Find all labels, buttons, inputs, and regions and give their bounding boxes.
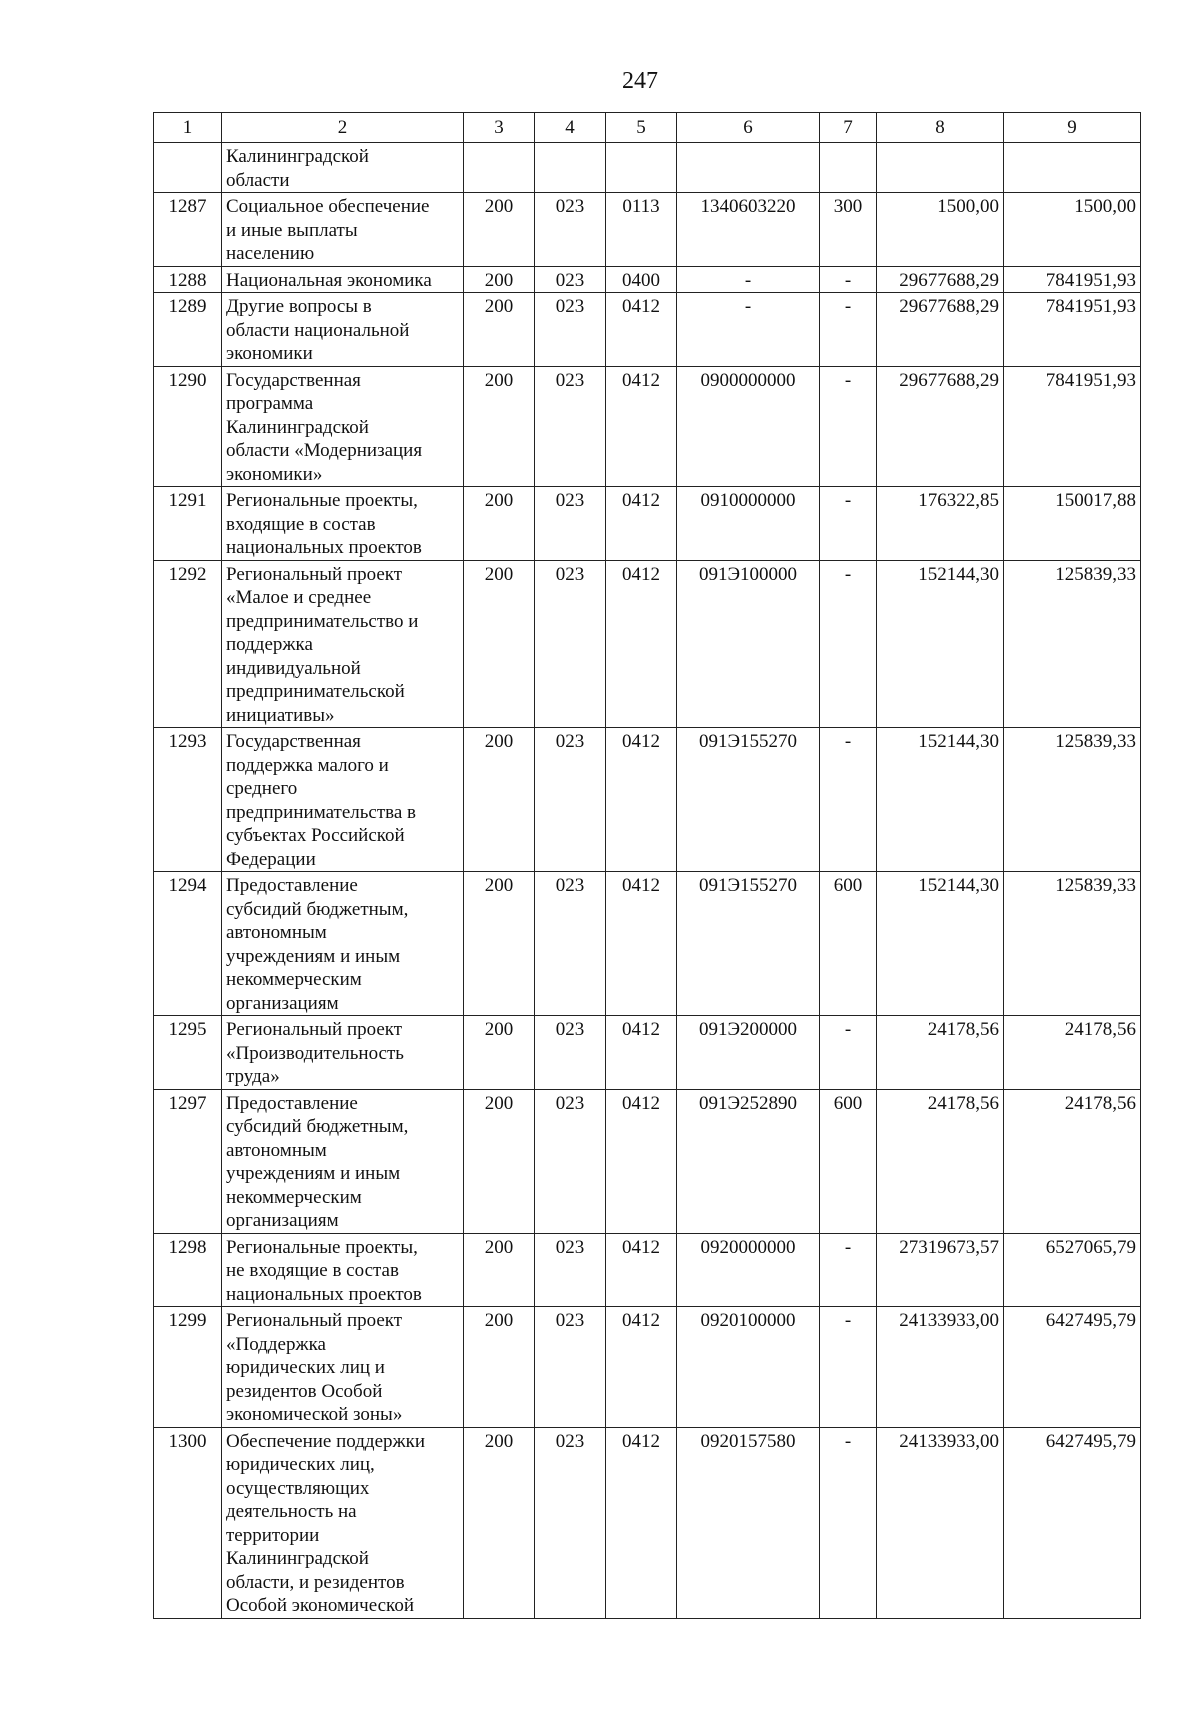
amount-col9-cell: 7841951,93 xyxy=(1004,293,1141,367)
section-code-cell: 0400 xyxy=(606,266,677,293)
col4-code-cell: 023 xyxy=(535,1427,606,1618)
table-row xyxy=(154,143,1141,193)
amount-col9-cell: 125839,33 xyxy=(1004,560,1141,728)
amount-col9-cell: 24178,56 xyxy=(1004,1089,1141,1233)
expense-type-cell: - xyxy=(820,266,877,293)
item-name-cell: Региональные проекты, входящие в состав национальных проектов xyxy=(222,487,464,561)
item-name-cell: Социальное обеспечение и иные выплаты населению xyxy=(222,193,464,267)
column-header: 4 xyxy=(535,113,606,143)
item-name-cell: Предоставление субсидий бюджетным, автономным учреждениям и иным некоммерческим организациям xyxy=(222,872,464,1016)
table-row xyxy=(154,1307,1141,1428)
col4-code-cell: 023 xyxy=(535,1089,606,1233)
amount-col8-cell xyxy=(877,143,1004,193)
section-code-cell xyxy=(606,143,677,193)
target-article-cell: 0920000000 xyxy=(677,1233,820,1307)
amount-col9-cell: 1500,00 xyxy=(1004,193,1141,267)
amount-col8-cell: 29677688,29 xyxy=(877,266,1004,293)
col3-code-cell: 200 xyxy=(464,193,535,267)
table-row xyxy=(154,193,1141,267)
table-row xyxy=(154,266,1141,293)
target-article-cell xyxy=(677,143,820,193)
col4-code-cell: 023 xyxy=(535,872,606,1016)
expense-type-cell: - xyxy=(820,487,877,561)
expense-type-cell: 600 xyxy=(820,872,877,1016)
col4-code-cell: 023 xyxy=(535,560,606,728)
table-row xyxy=(154,560,1141,728)
amount-col9-cell: 7841951,93 xyxy=(1004,266,1141,293)
col3-code-cell: 200 xyxy=(464,1016,535,1090)
table-body xyxy=(154,143,1141,1619)
row-number-cell: 1299 xyxy=(154,1307,222,1428)
section-code-cell: 0412 xyxy=(606,1016,677,1090)
target-article-cell: 091Э100000 xyxy=(677,560,820,728)
amount-col9-cell: 6527065,79 xyxy=(1004,1233,1141,1307)
item-name-cell: Региональный проект «Поддержка юридических лиц и резидентов Особой экономической зоны» xyxy=(222,1307,464,1428)
section-code-cell: 0412 xyxy=(606,872,677,1016)
table-row xyxy=(154,1427,1141,1618)
header-row xyxy=(154,113,1141,143)
amount-col8-cell: 24133933,00 xyxy=(877,1427,1004,1618)
expense-type-cell: - xyxy=(820,728,877,872)
item-name-cell: Государственная программа Калининградской области «Модернизация экономики» xyxy=(222,366,464,487)
amount-col8-cell: 24178,56 xyxy=(877,1089,1004,1233)
col3-code-cell: 200 xyxy=(464,1307,535,1428)
target-article-cell: 0900000000 xyxy=(677,366,820,487)
amount-col9-cell xyxy=(1004,143,1141,193)
item-name-cell: Региональный проект «Малое и среднее предпринимательство и поддержка индивидуальной предпринимательской инициативы» xyxy=(222,560,464,728)
row-number-cell: 1295 xyxy=(154,1016,222,1090)
target-article-cell: 0920100000 xyxy=(677,1307,820,1428)
table-row xyxy=(154,366,1141,487)
amount-col8-cell: 24133933,00 xyxy=(877,1307,1004,1428)
target-article-cell: 091Э155270 xyxy=(677,728,820,872)
col4-code-cell: 023 xyxy=(535,487,606,561)
amount-col9-cell: 7841951,93 xyxy=(1004,366,1141,487)
budget-table xyxy=(153,112,1141,1619)
col3-code-cell: 200 xyxy=(464,560,535,728)
row-number-cell xyxy=(154,143,222,193)
target-article-cell: 0910000000 xyxy=(677,487,820,561)
amount-col8-cell: 27319673,57 xyxy=(877,1233,1004,1307)
row-number-cell: 1290 xyxy=(154,366,222,487)
expense-type-cell: 300 xyxy=(820,193,877,267)
amount-col8-cell: 29677688,29 xyxy=(877,366,1004,487)
row-number-cell: 1289 xyxy=(154,293,222,367)
item-name-cell: Региональные проекты, не входящие в состав национальных проектов xyxy=(222,1233,464,1307)
item-name-cell: Калининградской области xyxy=(222,143,464,193)
table-row xyxy=(154,1233,1141,1307)
section-code-cell: 0412 xyxy=(606,560,677,728)
col3-code-cell: 200 xyxy=(464,266,535,293)
col4-code-cell xyxy=(535,143,606,193)
table-row xyxy=(154,487,1141,561)
amount-col8-cell: 29677688,29 xyxy=(877,293,1004,367)
target-article-cell: 1340603220 xyxy=(677,193,820,267)
col3-code-cell: 200 xyxy=(464,293,535,367)
column-header: 3 xyxy=(464,113,535,143)
amount-col8-cell: 24178,56 xyxy=(877,1016,1004,1090)
column-header: 8 xyxy=(877,113,1004,143)
col3-code-cell xyxy=(464,143,535,193)
col3-code-cell: 200 xyxy=(464,728,535,872)
col4-code-cell: 023 xyxy=(535,1307,606,1428)
col3-code-cell: 200 xyxy=(464,366,535,487)
col4-code-cell: 023 xyxy=(535,728,606,872)
row-number-cell: 1298 xyxy=(154,1233,222,1307)
col3-code-cell: 200 xyxy=(464,1089,535,1233)
expense-type-cell: - xyxy=(820,1016,877,1090)
amount-col9-cell: 150017,88 xyxy=(1004,487,1141,561)
table-row xyxy=(154,1016,1141,1090)
row-number-cell: 1291 xyxy=(154,487,222,561)
expense-type-cell: - xyxy=(820,560,877,728)
expense-type-cell: - xyxy=(820,1307,877,1428)
amount-col8-cell: 152144,30 xyxy=(877,872,1004,1016)
section-code-cell: 0412 xyxy=(606,487,677,561)
target-article-cell: - xyxy=(677,293,820,367)
row-number-cell: 1300 xyxy=(154,1427,222,1618)
col4-code-cell: 023 xyxy=(535,293,606,367)
amount-col9-cell: 24178,56 xyxy=(1004,1016,1141,1090)
col4-code-cell: 023 xyxy=(535,1016,606,1090)
item-name-cell: Другие вопросы в области национальной экономики xyxy=(222,293,464,367)
row-number-cell: 1288 xyxy=(154,266,222,293)
target-article-cell: - xyxy=(677,266,820,293)
row-number-cell: 1293 xyxy=(154,728,222,872)
expense-type-cell: - xyxy=(820,293,877,367)
col3-code-cell: 200 xyxy=(464,1427,535,1618)
amount-col8-cell: 176322,85 xyxy=(877,487,1004,561)
amount-col8-cell: 152144,30 xyxy=(877,728,1004,872)
row-number-cell: 1297 xyxy=(154,1089,222,1233)
section-code-cell: 0412 xyxy=(606,366,677,487)
amount-col9-cell: 125839,33 xyxy=(1004,728,1141,872)
column-header: 1 xyxy=(154,113,222,143)
item-name-cell: Государственная поддержка малого и среднего предпринимательства в субъектах Российской Федерации xyxy=(222,728,464,872)
item-name-cell: Региональный проект «Производительность труда» xyxy=(222,1016,464,1090)
item-name-cell: Предоставление субсидий бюджетным, автономным учреждениям и иным некоммерческим организациям xyxy=(222,1089,464,1233)
col4-code-cell: 023 xyxy=(535,193,606,267)
table-row xyxy=(154,1089,1141,1233)
col3-code-cell: 200 xyxy=(464,872,535,1016)
amount-col8-cell: 1500,00 xyxy=(877,193,1004,267)
column-header: 9 xyxy=(1004,113,1141,143)
col3-code-cell: 200 xyxy=(464,487,535,561)
expense-type-cell: - xyxy=(820,1233,877,1307)
expense-type-cell: - xyxy=(820,1427,877,1618)
table-row xyxy=(154,872,1141,1016)
expense-type-cell xyxy=(820,143,877,193)
target-article-cell: 0920157580 xyxy=(677,1427,820,1618)
amount-col9-cell: 6427495,79 xyxy=(1004,1307,1141,1428)
section-code-cell: 0412 xyxy=(606,1089,677,1233)
expense-type-cell: 600 xyxy=(820,1089,877,1233)
section-code-cell: 0412 xyxy=(606,293,677,367)
row-number-cell: 1292 xyxy=(154,560,222,728)
column-header: 7 xyxy=(820,113,877,143)
section-code-cell: 0412 xyxy=(606,728,677,872)
section-code-cell: 0113 xyxy=(606,193,677,267)
column-header: 2 xyxy=(222,113,464,143)
table-row xyxy=(154,293,1141,367)
amount-col9-cell: 6427495,79 xyxy=(1004,1427,1141,1618)
amount-col9-cell: 125839,33 xyxy=(1004,872,1141,1016)
section-code-cell: 0412 xyxy=(606,1307,677,1428)
table-row xyxy=(154,728,1141,872)
page-number: 247 xyxy=(622,68,658,94)
item-name-cell: Обеспечение поддержки юридических лиц, осуществляющих деятельность на территории Калининградской области, и резидентов Особой экономической xyxy=(222,1427,464,1618)
section-code-cell: 0412 xyxy=(606,1427,677,1618)
row-number-cell: 1287 xyxy=(154,193,222,267)
col4-code-cell: 023 xyxy=(535,1233,606,1307)
col4-code-cell: 023 xyxy=(535,366,606,487)
target-article-cell: 091Э200000 xyxy=(677,1016,820,1090)
target-article-cell: 091Э155270 xyxy=(677,872,820,1016)
col4-code-cell: 023 xyxy=(535,266,606,293)
expense-type-cell: - xyxy=(820,366,877,487)
column-header: 6 xyxy=(677,113,820,143)
col3-code-cell: 200 xyxy=(464,1233,535,1307)
target-article-cell: 091Э252890 xyxy=(677,1089,820,1233)
amount-col8-cell: 152144,30 xyxy=(877,560,1004,728)
column-header: 5 xyxy=(606,113,677,143)
row-number-cell: 1294 xyxy=(154,872,222,1016)
item-name-cell: Национальная экономика xyxy=(222,266,464,293)
section-code-cell: 0412 xyxy=(606,1233,677,1307)
